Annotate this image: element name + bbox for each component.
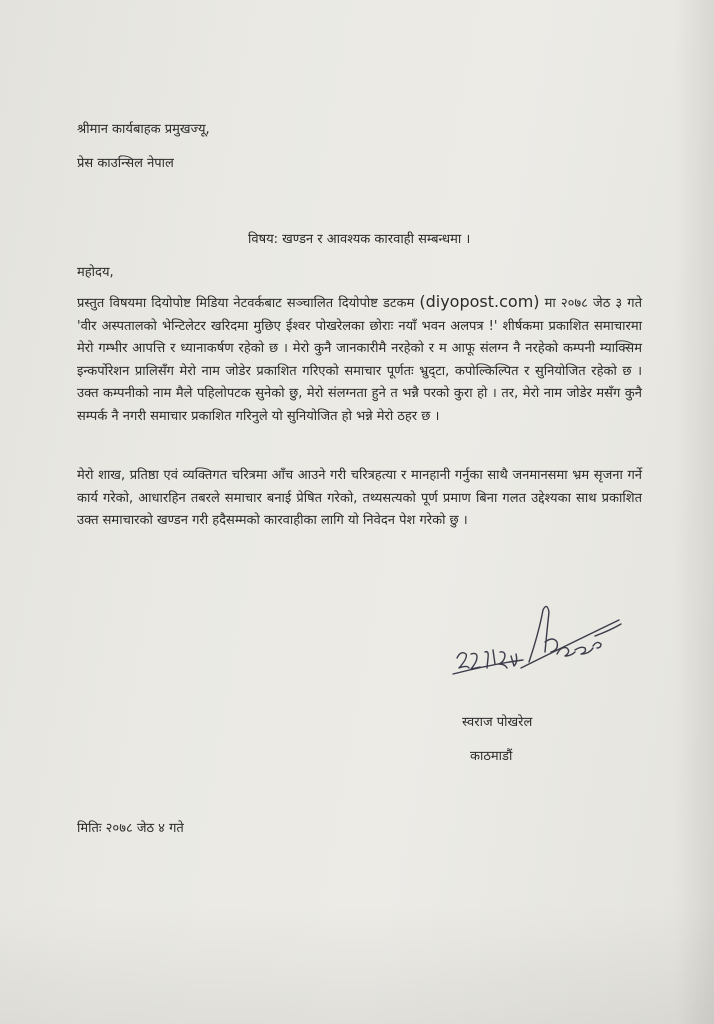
paragraph-1-start: प्रस्तुत विषयमा दियोपोष्ट मिडिया नेटवर्कबाट सञ्चालित दियोपोष्ट डटकम xyxy=(77,296,415,311)
sender-place: काठमाडौं xyxy=(470,749,513,764)
handwritten-signature xyxy=(445,598,645,698)
recipient-organization: प्रेस काउन्सिल नेपाल xyxy=(77,156,174,171)
signature-drawing xyxy=(445,598,645,698)
sender-name: स्वराज पोखरेल xyxy=(462,715,533,730)
paper-shadow-bottom xyxy=(0,904,714,1024)
letter-greeting: महोदय, xyxy=(77,265,114,280)
body-paragraph-2: मेरो शाख, प्रतिष्ठा एवं व्यक्तिगत चरित्रमा आँच आउने गरी चरित्रहत्या र मानहानी गर्नुका साथै जनमानसमा भ्रम सृजना गर्ने कार्य गरेको, आधारहिन तबरले समाचार बनाई प्रेषित गरेको, तथ्यसत्यको पूर्ण प्रमाण बिना गलत उद्देश्यका साथ प्रकाशित उक्त समाचारको खण्डन गरी हदैसम्मको कारवाहीका लागि यो निवेदन पेश गरेको छु । xyxy=(77,468,642,528)
paper-shadow-right xyxy=(674,0,714,1024)
letter-subject: विषय: खण्डन र आवश्यक कारवाही सम्बन्धमा । xyxy=(248,232,471,247)
recipient-title: श्रीमान कार्यबाहक प्रमुखज्यू, xyxy=(77,122,210,137)
body-paragraph-1 xyxy=(77,291,642,428)
letter-date: मितिः २०७८ जेठ ४ गते xyxy=(77,821,184,836)
paragraph-1-rest: मा २०७८ जेठ ३ गते 'वीर अस्पतालको भेन्टिलेटर खरिदमा मुछिए ईश्वर पोखरेलका छोराः नयाँ भवन अलपत्र !' शीर्षकमा प्रकाशित समाचारमा मेरो गम्भीर आपत्ति र ध्यानाकर्षण रहेको छ । मेरो कुनै जानकारीमै नरहेको र म आफू संलग्न नै नरहेको कम्पनी म्याक्सिम इन्कर्पोरेशन प्रालिसँग मेरो नाम जोडेर प्रकाशित गरिएको समाचार पूर्णतः भ्रुद्टा, कपोल्किल्पित र सुनियोजित रहेको छ । उक्त कम्पनीको नाम मैले पहिलोपटक सुनेको छु, मेरो संलग्नता हुने त भन्नै परको कुरा हो । तर, मेरो नाम जोडेर मसँग कुनै सम्पर्क नै नगरी समाचार प्रकाशित गरिनुले यो सुनियोजित हो भन्ने मेरो ठहर छ । xyxy=(77,296,642,424)
website-name: (diyopost.com) xyxy=(419,292,540,311)
